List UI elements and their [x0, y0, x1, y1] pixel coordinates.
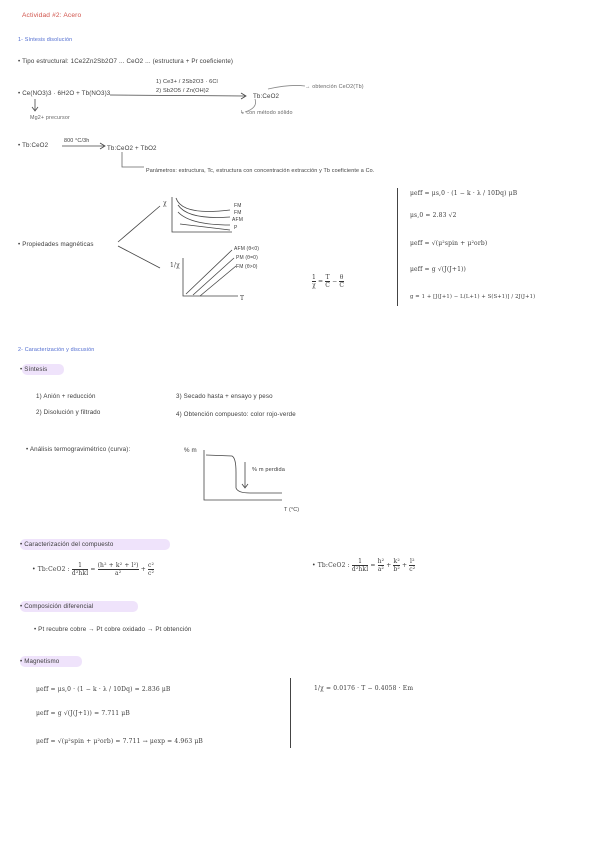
cell-label-text: Caracterización del compuesto	[24, 541, 114, 548]
cell-left-equation: • Tb:CeO2 : $\frac{1}{\text{d²hkl}}$ = $\frac{\text{(h² + k² + l²)}}{\text{a²}}$ + $\frac{\text{c²}}{\text{c²}}$	[32, 562, 155, 577]
cl-rhs-num: (h² + k² + l²)	[97, 562, 139, 569]
reaction-left-text: Ce(NO3)3 · 6H2O + Tb(NO3)3	[22, 90, 111, 97]
magnetic-label: • Propiedades magnéticas	[18, 241, 94, 248]
mag-formula-0: μeff = μs,0 · (1 − k · λ / 10Dq) = 2.836 μB	[36, 686, 171, 693]
cl-extra-num: c²	[147, 562, 155, 569]
sintesis-label: • Síntesis	[20, 366, 48, 373]
reaction-mid-top: 1) Ce3+ / 2Sb2O3 · 6Cl	[156, 79, 218, 85]
comp-label-text: Composición diferencial	[24, 603, 94, 610]
tga-yaxis: % m	[184, 447, 197, 454]
cr-c-num: l²	[410, 558, 415, 565]
formula-1: μs,0 = 2.83 √2	[410, 212, 457, 219]
mag-label-text: Magnetismo	[24, 658, 60, 665]
step-2: 2) Disolución y filtrado	[36, 409, 101, 416]
bullet-line1: • Tipo estructural: 1Ce2Zn2Sb2O7 ... CeO2 ... (estructura + Pr coeficiente)	[18, 58, 234, 65]
graph1-label-0: FM	[234, 203, 242, 209]
cl-rhs-den: a²	[98, 569, 139, 577]
branch-arrow-down	[118, 246, 160, 268]
graph1-label-3: P	[234, 225, 238, 231]
reaction-product: Tb:CeO2	[253, 93, 280, 100]
cw-mid-num: T	[325, 274, 330, 281]
cell-right-label: Tb:CeO2 :	[317, 562, 350, 569]
mag-label: • Magnetismo	[20, 658, 60, 665]
graph2-yaxis: 1/χ	[170, 262, 180, 269]
analysis-label: • Análisis termogravimétrico (curva):	[26, 446, 131, 453]
graph2-label-0: AFM (θ<0)	[234, 246, 260, 252]
curie-weiss-equation: $\frac{1}{\chi}$ = $\frac{T}{C}$ − $\frac{\theta}{C}$	[312, 274, 345, 289]
cw-rhs-num: θ	[339, 274, 344, 281]
step-3: 3) Secado hasta + ensayo y peso	[176, 393, 273, 400]
cl-lhs-num: 1	[78, 562, 83, 569]
graph2-line-pm	[193, 258, 234, 295]
page-title: Actividad #2: Acero	[22, 12, 82, 19]
cr-b-num: k²	[393, 558, 400, 565]
line2-left: • Tb:CeO2	[18, 142, 49, 149]
comp-label: • Composición diferencial	[20, 603, 94, 610]
cr-a-den: a²	[377, 566, 384, 573]
comp-text: • Pt recubre cobre → Pt cobre oxidado → Pt obtención	[34, 626, 192, 633]
cl-lhs-den: d²hkl	[71, 570, 89, 577]
reaction-note-right: → obtención CeO2(Tb)	[305, 84, 364, 90]
formula-4: g = 1 + [J(J+1) − L(L+1) + S(S+1)] / 2J(J+1)	[410, 294, 536, 300]
tga-xaxis: T (°C)	[284, 507, 300, 513]
section1-line1: Tipo estructural: 1Ce2Zn2Sb2O7 ... CeO2 ... (estructura + Pr coeficiente)	[22, 58, 234, 65]
note-arrow-below	[245, 99, 256, 112]
magnetic-label-text: Propiedades magnéticas	[22, 241, 94, 248]
cr-lhs-num: 1	[358, 558, 363, 565]
mag-formula-1: μeff = g √(J(J+1)) = 7.711 μB	[36, 710, 130, 717]
line2-note: Parámetros: estructura, Tc, estructura con concentración extracción y Tb coeficiente a Co.	[146, 168, 375, 174]
graph2-axes	[183, 258, 238, 296]
precursor-note: Mg2+ precursor	[30, 115, 71, 121]
line2-right: Tb:CeO2 + TbO2	[107, 145, 157, 152]
graph1-curve-c	[178, 212, 230, 225]
note-arrow-right	[268, 85, 305, 89]
cw-lhs-num: 1	[312, 274, 316, 281]
cr-a-num: h²	[377, 558, 385, 565]
graph2-label-1: PM (θ=0)	[236, 255, 258, 261]
mag-right: 1/χ = 0.0176 · T − 0.4058 · Em	[314, 685, 414, 692]
section2-heading: 2- Caracterización y discusión	[18, 347, 95, 353]
reaction-arrow	[110, 95, 245, 96]
graph2-label-2: FM (θ>0)	[236, 264, 258, 270]
formula-0: μeff = μs,0 · (1 − k · λ / 10Dq) μB	[410, 190, 518, 197]
sintesis-label-text: Síntesis	[24, 366, 48, 373]
cw-rhs-den: C	[339, 282, 345, 289]
cr-c-den: c²	[409, 566, 416, 573]
formula-2: μeff = √(μ²spin + μ²orb)	[410, 240, 488, 247]
cl-extra-den: c²	[147, 570, 155, 577]
graph1-label-1: FM	[234, 210, 242, 216]
cell-label: • Caracterización del compuesto	[20, 541, 114, 548]
graph1-yaxis: χ	[163, 200, 167, 207]
cell-left-label: Tb:CeO2 :	[37, 566, 70, 573]
mag-formula-2: μeff = √(μ²spin + μ²orb) = 7.711 → μexp = 4.963 μB	[36, 738, 203, 745]
cw-mid-den: C	[325, 282, 331, 289]
step-1: 1) Anión + reducción	[36, 393, 96, 400]
cr-lhs-den: d²hkl	[351, 566, 369, 573]
line2-arrow-label: 800 °C/3h	[64, 138, 90, 144]
cw-lhs-den: χ	[312, 282, 316, 289]
graph1-label-2: AFM	[232, 217, 244, 223]
cell-right-equation: • Tb:CeO2 : $\frac{1}{\text{d²hkl}}$ = $\frac{\text{h²}}{\text{a²}}$ + $\frac{\text{k²}}{\text{b²}}$ + $\frac{\text{l²}}{\text{c²}}$	[312, 558, 416, 573]
section1-heading: 1- Síntesis disolución	[18, 37, 73, 43]
reaction-note-below: ↳ con método sólido	[240, 110, 293, 116]
line2-bracket	[122, 152, 144, 167]
cr-b-den: b²	[393, 566, 400, 573]
formula-3: μeff = g √(J(J+1))	[410, 266, 467, 273]
analysis-label-text: Análisis termogravimétrico (curva):	[29, 446, 131, 453]
step-4: 4) Obtención compuesto: color rojo-verde	[176, 411, 296, 418]
tga-note: % m perdida	[252, 467, 286, 473]
branch-arrow-up	[118, 206, 160, 242]
graph1-curve-a	[176, 198, 230, 212]
graph2-line-fm	[200, 266, 236, 296]
graph2-xaxis: T	[240, 295, 245, 302]
graph2-line-afm	[186, 250, 232, 294]
reaction-left: • Ce(NO3)3 · 6H2O + Tb(NO3)3	[18, 90, 111, 97]
line2-left-text: Tb:CeO2	[22, 142, 49, 149]
reaction-mid-bottom: 2) Sb2O5 / Zn(OH)2	[156, 88, 210, 94]
